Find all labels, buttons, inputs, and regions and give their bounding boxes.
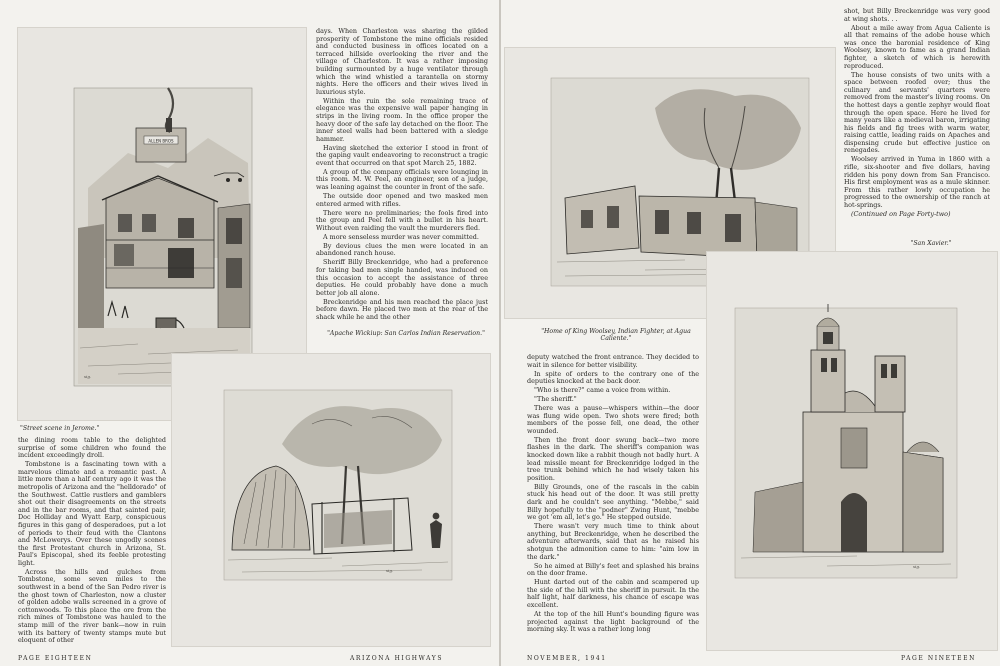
paragraph: deputy watched the front entrance. They decided to wait in silence for better visibility.: [527, 354, 699, 369]
caption-san-xavier: "San Xavier.": [910, 240, 952, 247]
paragraph: A more senseless murder was never committed.: [323, 232, 479, 241]
paragraph: In spite of orders to the contrary one of the deputies knocked at the back door.: [527, 369, 699, 386]
paragraph: "Who is there?" came a voice from within.: [534, 386, 671, 395]
svg-text:sig.: sig.: [84, 374, 92, 379]
apache-wickiup-plate: [172, 354, 490, 646]
paragraph: Woolsey arrived in Yuma in 1860 with a rifle, six-shooter and five dollars, having ridden his pony down from San Francisco. His first employment was as a mule skinner. From this rather lowly occupation he progressed to the ownership of the ranch at hot-springs.: [844, 155, 990, 210]
paragraph: Hunt darted out of the cabin and scampered up the side of the hill with the sheriff in pursuit. In the half light, half darkness, his chance of escape was excellent.: [527, 578, 699, 609]
caption-apache-wickiup: "Apache Wickiup: San Carlos Indian Reservation.": [327, 330, 485, 337]
right-page: [501, 0, 1000, 666]
paragraph: The house consists of two units with a space between roofed over; thus the culinary and servants' quarters were removed from the master's living rooms. On the hottest days a gentle zephyr would float through the open space. Here he lived for many years like a medieval baron, irrigating his fields and fig trees with warm water, raising cattle, leading raids on Apaches and dispensing crude but effective justice on renegades.: [844, 70, 990, 155]
paragraph: Across the hills and gulches from Tombstone, some seven miles to the southwest in a bend of the San Pedro river is the ghost town of Charleston, now a cluster of golden adobe walls screened in a grove of cottonwoods. To this place the ore from the rich mines of Tombstone was hauled to the stamp mill of the river bank—now in ruin with its battery of twenty stamps mute but eloquent of other: [18, 567, 166, 645]
paragraph: Then the front door swung back—two more flashes in the dark. The sheriff's companion was knocked down like a rabbit though not badly hurt. A lead missile meant for Breckenridge lodged in the tree trunk behind which he had wisely taken his position.: [527, 435, 699, 482]
paragraph: "The sheriff.": [534, 395, 577, 404]
apache-wickiup-sketch: [172, 354, 490, 646]
paragraph: About a mile away from Agua Caliente is all that remains of the adobe house which was once the baronial residence of King Woolsey, known to fame as a grand Indian fighter, a sketch of which is herewith reproduced.: [844, 23, 990, 70]
jerome-sign-text: ALLEN BROS: [148, 138, 174, 144]
san-xavier-plate: [707, 252, 997, 650]
caption-woolsey-house: "Home of King Woolsey, Indian Fighter, at Agua Caliente.": [541, 328, 691, 343]
paragraph: A group of the company officials were lounging in this room. M. W. Peel, an engineer, son of a judge, was leaning against the counter in front of the safe.: [316, 167, 488, 192]
folio-date: NOVEMBER, 1941: [527, 655, 607, 662]
paragraph: Sheriff Billy Breckenridge, who had a preference for taking bad men single handed, was induced on this occasion to accept the assistance of three deputies. He could probably have done a much better job all alone.: [316, 258, 488, 297]
caption-street-scene: "Street scene in Jerome.": [20, 425, 100, 432]
paragraph: At the top of the hill Hunt's bounding figure was projected against the light background of the morning sky. It was a rather long long: [527, 609, 699, 634]
folio-page-number: PAGE NINETEEN: [901, 655, 976, 662]
san-xavier-sketch: [707, 252, 997, 650]
svg-text:sig.: sig.: [386, 568, 394, 573]
paragraph: Breckenridge and his men reached the place just before dawn. He placed two men at the rear of the shack while he and the other: [316, 297, 488, 321]
right-column-bottom: [527, 354, 699, 650]
right-column-top: [844, 8, 990, 240]
paragraph: Tombstone is a fascinating town with a marvelous climate and a romantic past. A little more than a half century ago it was the metropolis of Arizona and the "helldorado" of the Southwest. Cattle rustlers and gamblers shot out their disagreements on the streets and in the bar rooms, and that sainted pair, Doc Holliday and Wyatt Earp, conspicuous figures in this gang of desperadoes, put a lot of periods to their feud with the Clantons and McLowerys. Over these ungodly scenes the first Protestant church in Arizona, St. Paul's Episcopal, shed its feeble protesting light.: [18, 460, 166, 567]
continued-note: (Continued on Page Forty-two): [851, 210, 951, 218]
paragraph: The outside door opened and two masked men entered armed with rifles.: [316, 192, 488, 208]
paragraph: days. When Charleston was sharing the gilded prosperity of Tombstone the mine officials resided and conducted business in offices located on a terraced hillside overlooking the river and the village of Charleston. It was a rather imposing building surmounted by a huge ventilator through which the wind whistled a tarantella on stormy nights. Here the officers and their wives lived in luxurious style.: [316, 28, 488, 96]
paragraph: Having sketched the exterior I stood in front of the gaping vault endeavoring to reconstruct a tragic event that occurred on that spot March 25, 1882.: [316, 143, 488, 167]
left-column-bottom: [18, 437, 166, 651]
paragraph: the dining room table to the delighted surprise of some children who found the incident exceedingly droll.: [18, 437, 166, 460]
paragraph: There wasn't very much time to think about anything, but Breckenridge, when he described the adventure afterwards, said that as he raised his shotgun the admonition came to him: "aim low in the dark.": [527, 522, 699, 561]
paragraph: There were no preliminaries; the fools fired into the group and Peel fell with a bullet in his heart. Without even raiding the vault the murderers fled.: [316, 208, 488, 232]
folio-magazine-title: ARIZONA HIGHWAYS: [350, 655, 444, 662]
svg-text:sig.: sig.: [913, 564, 921, 569]
left-column-top: [316, 28, 488, 328]
paragraph: There was a pause—whispers within—the door was flung wide open. Two shots were fired; both members of the posse fell, one dead, the other wounded.: [527, 404, 699, 435]
folio-page-number: PAGE EIGHTEEN: [18, 655, 93, 662]
paragraph: Within the ruin the sole remaining trace of elegance was the expensive wall paper hanging in strips in the living room. In the office proper the heavy door of the safe lay detached on the floor. The inner steel walls had been battered with a sledge hammer.: [316, 96, 488, 143]
left-page: [0, 0, 499, 666]
paragraph: Billy Grounds, one of the rascals in the cabin stuck his head out of the door. It was still pretty dark and he couldn't see anything. "Mebbe," said Billy hopefully to the "podner" Zwing Hunt, "mebbe we got 'em all, let's go." He stepped outside.: [527, 482, 699, 522]
paragraph: By devious clues the men were located in an abandoned ranch house.: [316, 241, 488, 258]
paragraph: shot, but Billy Breckenridge was very good at wing shots. . .: [844, 8, 990, 23]
paragraph: So he aimed at Billy's feet and splashed his brains on the door frame.: [527, 561, 699, 578]
